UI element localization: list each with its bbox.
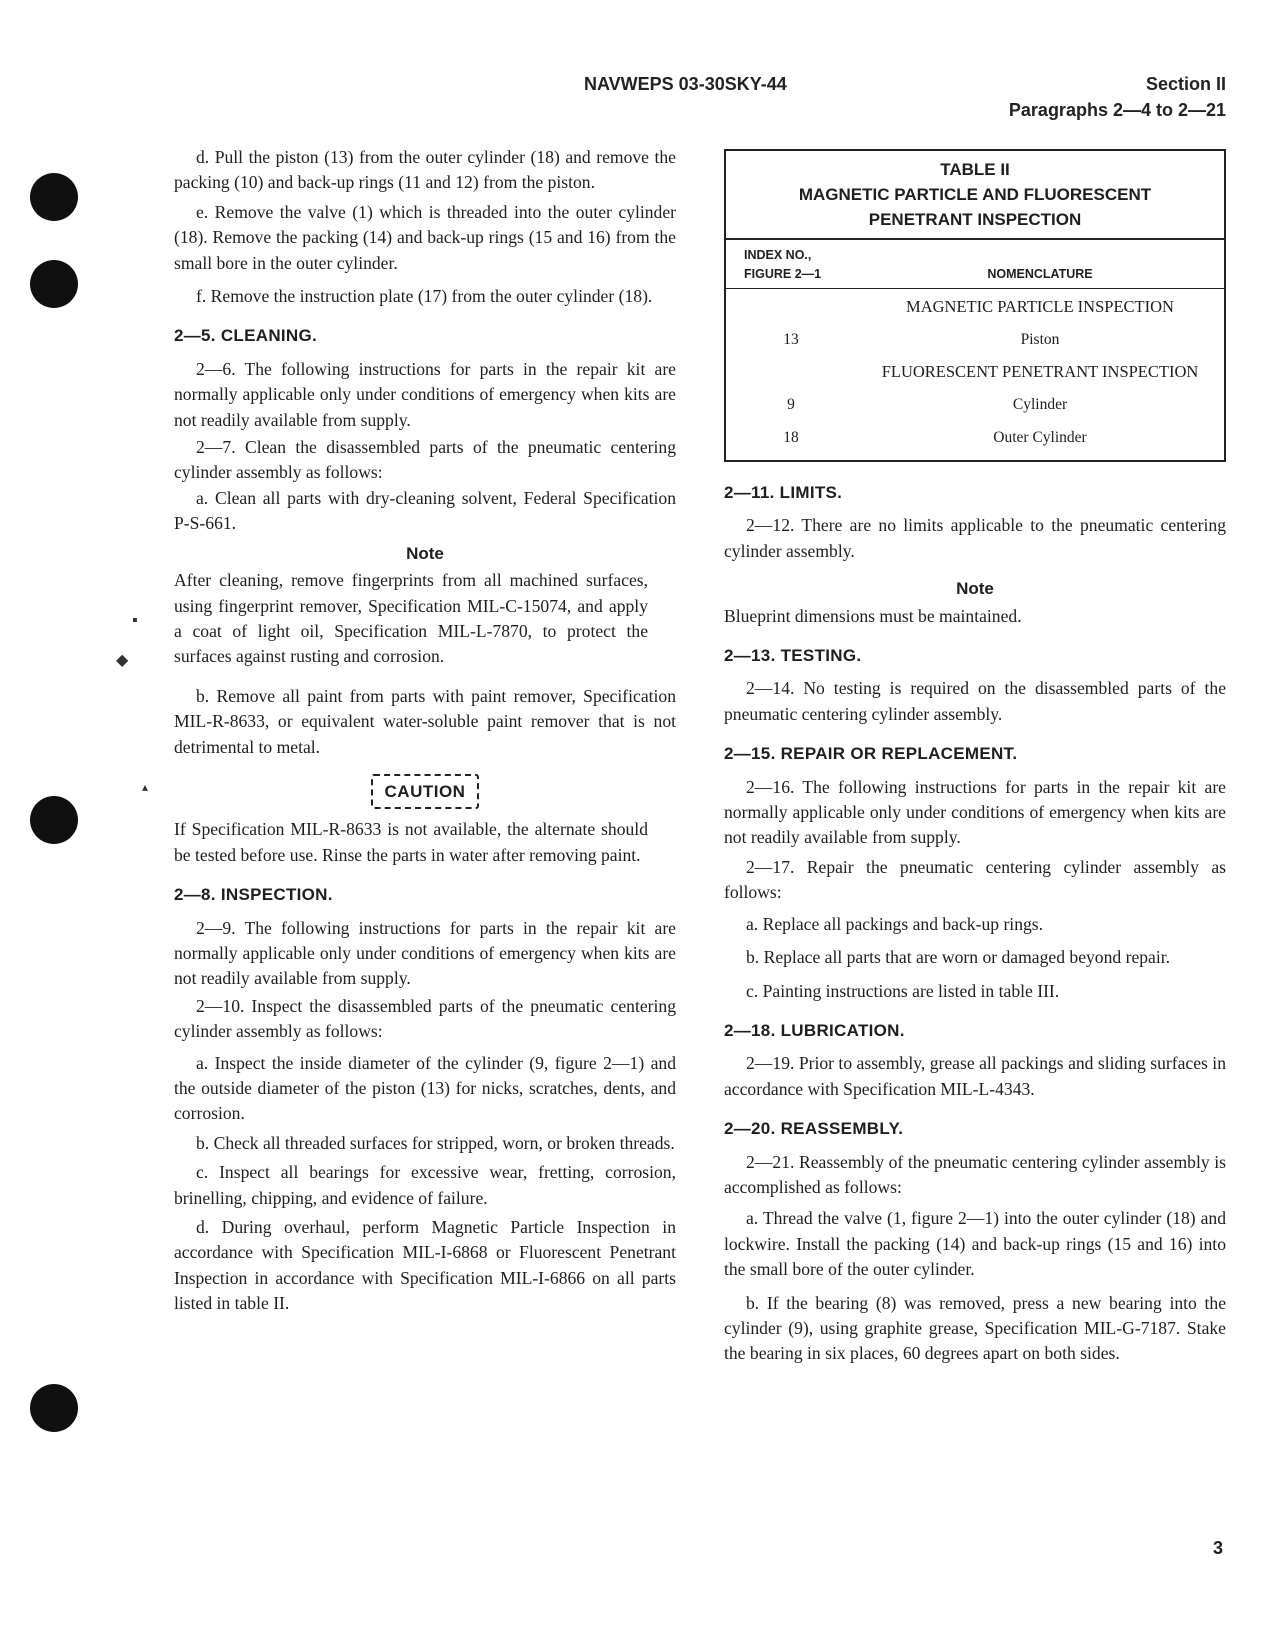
- heading-reassembly: 2—20. REASSEMBLY.: [724, 1119, 904, 1139]
- clean-step-a: a. Clean all parts with dry-cleaning solvent, Federal Specification P-S-661.: [174, 487, 676, 534]
- column-header-index: [726, 246, 856, 284]
- table-row: [726, 388, 1224, 421]
- paragraph-2-7: 2—7. Clean the disassembled parts of the pneumatic centering cylinder assembly as follows:: [174, 437, 676, 483]
- section-label: Section II: [1145, 74, 1226, 94]
- table-section-fluorescent: FLUORESCENT PENETRANT INSPECTION: [881, 362, 1199, 381]
- column-header-index-line-1: INDEX NO.,: [744, 248, 812, 262]
- heading-cleaning: 2—5. CLEANING.: [174, 326, 318, 346]
- step-d-text: d. Pull the piston (13) from the outer cylinder (18) and remove the packing (10) and back-up rings (11 and 12) from the piston.: [174, 147, 676, 193]
- table-header-row: [726, 240, 1224, 289]
- inspect-step-c: c. Inspect all bearings for excessive wear, fretting, corrosion, brinelling, chipping, and evidence of failure.: [174, 1162, 676, 1208]
- scan-mark: ▪: [132, 612, 138, 629]
- caution-label: CAUTION: [371, 774, 480, 809]
- scan-mark: ◆: [116, 652, 129, 669]
- repair-step-b: b. Replace all parts that are worn or damaged beyond repair.: [746, 947, 1171, 968]
- note-body: Blueprint dimensions must be maintained.: [724, 605, 1022, 626]
- inspect-step-a: a. Inspect the inside diameter of the cylinder (9, figure 2—1) and the outside diameter of the piston (13) for nicks, scratches, dents, and corrosion.: [174, 1052, 676, 1124]
- caution-body: If Specification MIL-R-8633 is not available, the alternate should be tested before use. Rinse the parts in water after removing paint.: [174, 819, 648, 865]
- row-nomenclature: Cylinder: [1012, 396, 1068, 413]
- left-column: [174, 145, 676, 1317]
- binder-hole-top: [30, 173, 78, 221]
- document-number: NAVWEPS 03-30SKY-44: [584, 74, 787, 94]
- table-title-line-2: MAGNETIC PARTICLE AND FLUORESCENT: [798, 185, 1152, 204]
- table-section-magnetic: MAGNETIC PARTICLE INSPECTION: [906, 297, 1174, 316]
- table-title-line-3: PENETRANT INSPECTION: [868, 210, 1082, 229]
- heading-lubrication: 2—18. LUBRICATION.: [724, 1020, 905, 1040]
- paragraph-2-14: 2—14. No testing is required on the disassembled parts of the pneumatic centering cylinder assembly.: [724, 678, 1226, 724]
- paragraph-2-19: 2—19. Prior to assembly, grease all packings and sliding surfaces in accordance with Specification MIL-L-4343.: [724, 1053, 1226, 1099]
- paragraph-2-17: 2—17. Repair the pneumatic centering cylinder assembly as follows:: [724, 856, 1226, 903]
- step-e-text: e. Remove the valve (1) which is threaded into the outer cylinder (18). Remove the packing (14) and back-up rings (15 and 16) from the small bore in the outer cylinder.: [174, 201, 676, 273]
- paragraph-2-9: 2—9. The following instructions for parts in the repair kit are normally applicable only under conditions of emergency when kits are not readily available from supply.: [174, 917, 676, 989]
- binder-hole-bottom: [30, 1384, 78, 1432]
- inspect-step-d: d. During overhaul, perform Magnetic Particle Inspection in accordance with Specification MIL-I-6868 or Fluorescent Penetrant Inspection in accordance with Specification MIL-I-6866 on all parts listed in table II.: [174, 1217, 676, 1314]
- heading-inspection: 2—8. INSPECTION.: [174, 885, 333, 905]
- caution-box: [174, 774, 676, 809]
- table-row: [726, 323, 1224, 356]
- paragraph-2-10: 2—10. Inspect the disassembled parts of the pneumatic centering cylinder assembly as follows:: [174, 995, 676, 1042]
- right-column: [724, 149, 1226, 1367]
- heading-limits: 2—11. LIMITS.: [724, 483, 843, 502]
- table-title: [726, 151, 1224, 240]
- table-row: [726, 421, 1224, 454]
- page-number: 3: [1213, 1538, 1224, 1558]
- clean-step-b: b. Remove all paint from parts with paint remover, Specification MIL-R-8633, or equivalent water-soluble paint remover that is not detrimental to metal.: [174, 685, 676, 757]
- step-f-text: f. Remove the instruction plate (17) from the outer cylinder (18).: [196, 286, 653, 307]
- row-index: 13: [783, 331, 799, 348]
- paragraph-2-6: 2—6. The following instructions for parts in the repair kit are normally applicable only under conditions of emergency when kits are not readily available from supply.: [174, 358, 676, 430]
- table-title-line-1: TABLE II: [940, 160, 1010, 179]
- note-body: After cleaning, remove fingerprints from all machined surfaces, using fingerprint remover, Specification MIL-C-15074, and apply a coat of light oil, Specification MIL-L-7870, to protect the surfaces against rusting and corrosion.: [174, 570, 648, 667]
- binder-hole-upper-middle: [30, 260, 78, 308]
- heading-testing: 2—13. TESTING.: [724, 646, 862, 666]
- reassembly-step-b: b. If the bearing (8) was removed, press a new bearing into the cylinder (9), using graphite grease, Specification MIL-G-7187. Stake the bearing in six places, 60 degrees apart on both sides.: [724, 1292, 1226, 1364]
- row-nomenclature: Outer Cylinder: [993, 429, 1087, 446]
- note-title: Note: [956, 579, 994, 599]
- column-header-nomenclature: NOMENCLATURE: [987, 267, 1093, 281]
- note-title: Note: [406, 543, 444, 563]
- binder-hole-lower-middle: [30, 796, 78, 844]
- reassembly-step-a: a. Thread the valve (1, figure 2—1) into the outer cylinder (18) and lockwire. Install the packing (14) and back-up rings (15 and 16) into the small bore of the outer cylinder.: [724, 1208, 1226, 1280]
- paragraph-2-16: 2—16. The following instructions for parts in the repair kit are normally applicable only under conditions of emergency when kits are not readily available from supply.: [724, 776, 1226, 848]
- paragraph-2-12: 2—12. There are no limits applicable to the pneumatic centering cylinder assembly.: [724, 515, 1226, 561]
- row-index: 9: [787, 396, 795, 413]
- heading-repair: 2—15. REPAIR OR REPLACEMENT.: [724, 744, 1018, 764]
- table-ii: [724, 149, 1226, 462]
- inspect-step-b: b. Check all threaded surfaces for stripped, worn, or broken threads.: [196, 1132, 675, 1153]
- column-header-index-line-2: FIGURE 2—1: [744, 267, 822, 281]
- scan-mark: ▴: [142, 780, 149, 794]
- repair-step-c: c. Painting instructions are listed in table III.: [746, 980, 1060, 1001]
- paragraph-range: Paragraphs 2—4 to 2—21: [1008, 100, 1226, 120]
- row-nomenclature: Piston: [1020, 331, 1060, 348]
- paragraph-2-21: 2—21. Reassembly of the pneumatic centering cylinder assembly is accomplished as follows:: [724, 1151, 1226, 1197]
- row-index: 18: [783, 429, 799, 446]
- repair-step-a: a. Replace all packings and back-up rings.: [746, 913, 1044, 934]
